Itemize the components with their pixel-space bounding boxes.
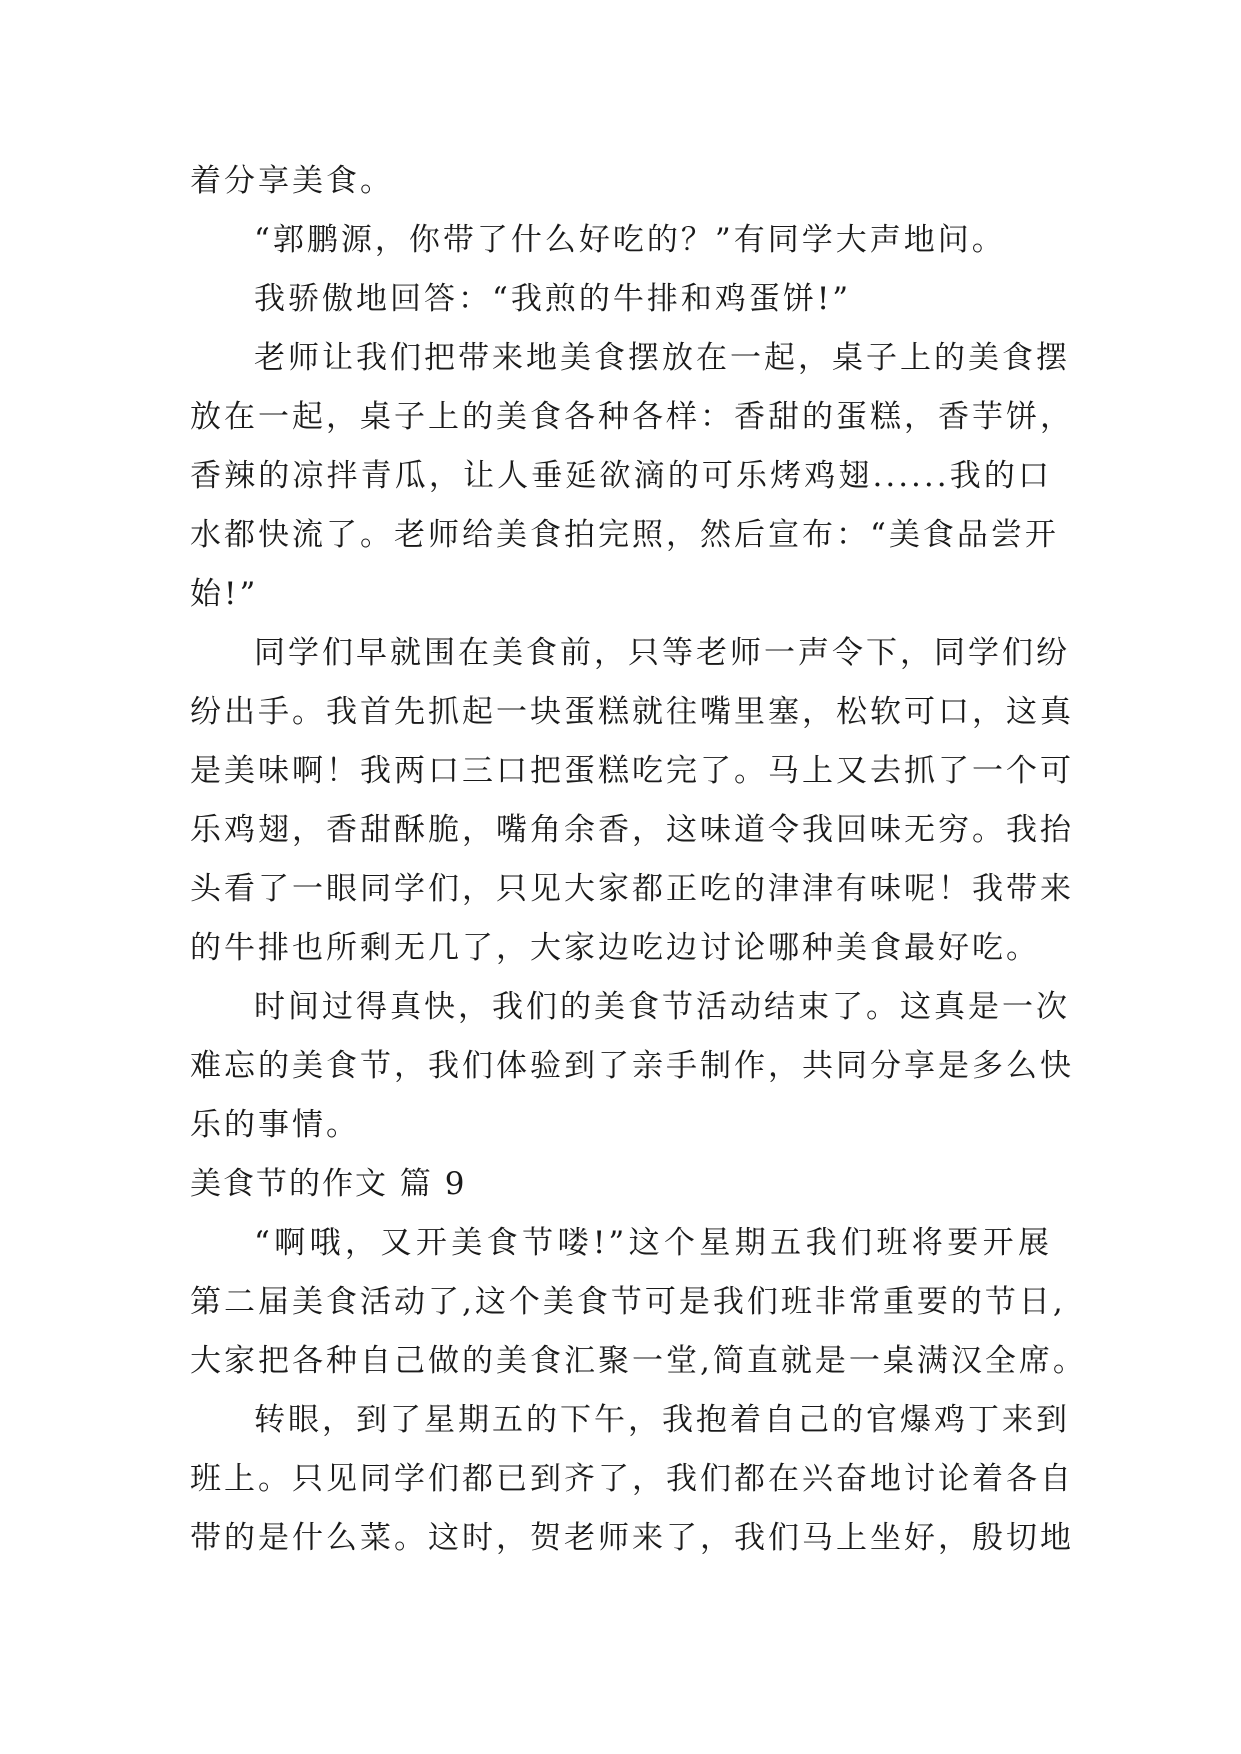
text-line: 班上。只见同学们都已到齐了，我们都在兴奋地讨论着各自	[190, 1461, 1074, 1497]
text-line: 第二届美食活动了,这个美食节可是我们班非常重要的节日,	[190, 1284, 1066, 1320]
text-line: 我骄傲地回答：“我煎的牛排和鸡蛋饼!”	[254, 281, 852, 317]
text-line: “啊哦，又开美食节喽!”这个星期五我们班将要开展	[254, 1225, 1052, 1261]
text-line: 时间过得真快，我们的美食节活动结束了。这真是一次	[254, 989, 1070, 1025]
text-line: 头看了一眼同学们，只见大家都正吃的津津有味呢！我带来	[190, 871, 1074, 907]
text-line: 放在一起，桌子上的美食各种各样：香甜的蛋糕，香芋饼，	[190, 399, 1074, 435]
text-line: 老师让我们把带来地美食摆放在一起，桌子上的美食摆	[254, 340, 1070, 376]
text-line: 带的是什么菜。这时，贺老师来了，我们马上坐好，殷切地	[190, 1520, 1074, 1556]
text-line: 乐的事情。	[190, 1107, 360, 1143]
essay-body	[190, 152, 1087, 1568]
text-line: 的牛排也所剩无几了，大家边吃边讨论哪种美食最好吃。	[190, 930, 1040, 966]
text-line: 乐鸡翅，香甜酥脆，嘴角余香，这味道令我回味无穷。我抬	[190, 812, 1074, 848]
text-line: 着分享美食。	[190, 163, 394, 199]
text-line: 难忘的美食节，我们体验到了亲手制作，共同分享是多么快	[190, 1048, 1074, 1084]
text-line: 是美味啊！我两口三口把蛋糕吃完了。马上又去抓了一个可	[190, 753, 1074, 789]
text-line: 纷出手。我首先抓起一块蛋糕就往嘴里塞，松软可口，这真	[190, 694, 1074, 730]
text-line: 香辣的凉拌青瓜，让人垂延欲滴的可乐烤鸡翅......我的口	[190, 458, 1052, 494]
text-line: 水都快流了。老师给美食拍完照，然后宣布：“美食品尝开	[190, 517, 1059, 553]
text-line: 始!”	[190, 576, 259, 612]
text-line: 大家把各种自己做的美食汇聚一堂,简直就是一桌满汉全席。	[190, 1343, 1087, 1379]
section-heading: 美食节的作文 篇 9	[190, 1166, 467, 1202]
text-line: 同学们早就围在美食前，只等老师一声令下，同学们纷	[254, 635, 1070, 671]
text-line: 转眼，到了星期五的下午，我抱着自己的官爆鸡丁来到	[254, 1402, 1070, 1438]
text-line: “郭鹏源，你带了什么好吃的？”有同学大声地问。	[254, 222, 1006, 258]
